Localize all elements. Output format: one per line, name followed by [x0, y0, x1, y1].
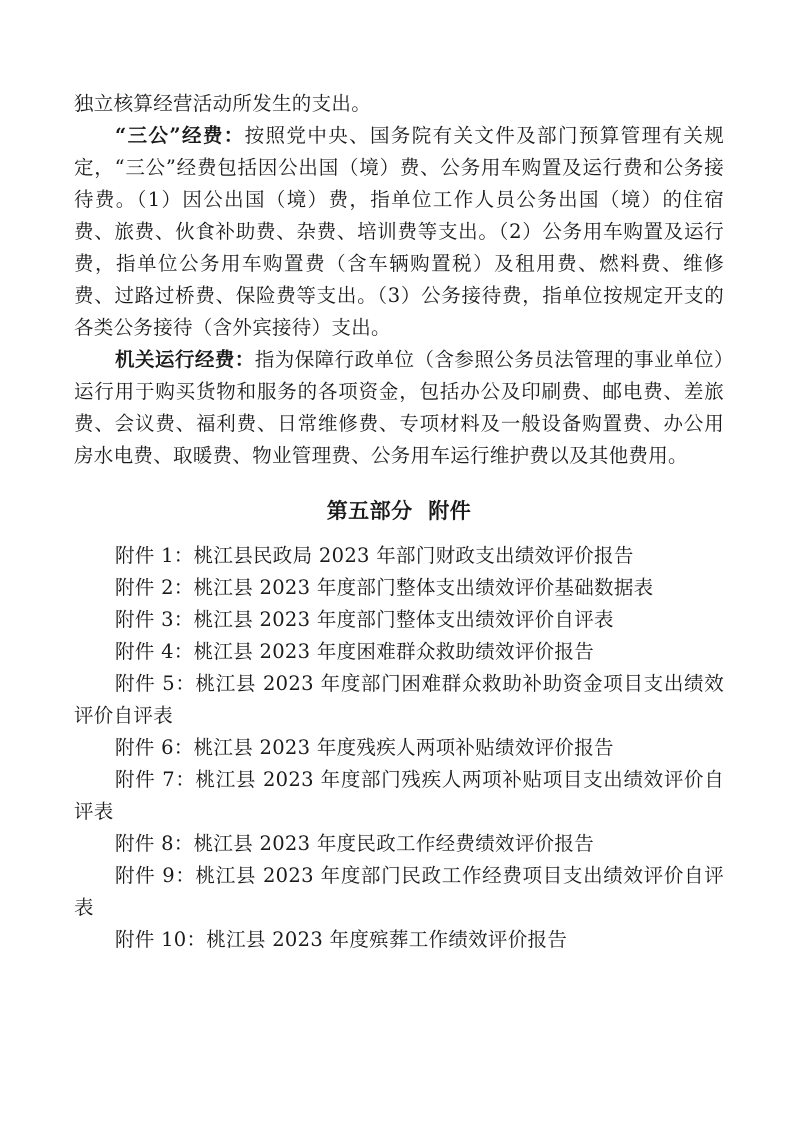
paragraph-sangong-fee	[74, 120, 724, 344]
term-separator: ：	[223, 124, 245, 147]
attachment-item-2: 附件 2：桃江县 2023 年度部门整体支出绩效评价基础数据表	[115, 576, 654, 599]
attachment-item-9: 附件 9：桃江县 2023 年度部门民政工作经费项目支出绩效评价自评表	[74, 864, 724, 919]
attachment-item-3: 附件 3：桃江县 2023 年度部门整体支出绩效评价自评表	[115, 608, 614, 631]
attachment-item-7: 附件 7：桃江县 2023 年度部门残疾人两项补贴项目支出绩效评价自评表	[74, 768, 724, 823]
attachment-item-10: 附件 10：桃江县 2023 年度殡葬工作绩效评价报告	[115, 928, 568, 951]
attachment-item-8: 附件 8：桃江县 2023 年度民政工作经费绩效评价报告	[115, 832, 595, 855]
term-operating-expenses: 机关运行经费	[115, 348, 235, 371]
attachment-list	[74, 540, 724, 956]
attachment-item-4: 附件 4：桃江县 2023 年度困难群众救助绩效评价报告	[115, 640, 595, 663]
section-heading: 第五部分 附件	[326, 498, 472, 523]
term-separator: ：	[234, 348, 255, 371]
definition-operating-expenses: 指为保障行政单位（含参照公务员法管理的事业单位）运行用于购买货物和服务的各项资金，包括办公及印刷费、邮电费、差旅费、会议费、福利费、日常维修费、专项材料及一般设备购置费、办公用房水电费、取暖费、物业管理费、公务用车运行维护费以及其他费用。	[74, 348, 724, 467]
term-sangong-fee: “三公”经费	[115, 124, 224, 147]
paragraph-continuation	[74, 88, 724, 120]
paragraph-operating-expenses	[74, 344, 724, 472]
paragraph-text: 独立核算经营活动所发生的支出。	[74, 92, 372, 115]
document-page	[74, 88, 724, 956]
attachment-item-1: 附件 1：桃江县民政局 2023 年部门财政支出绩效评价报告	[115, 544, 634, 567]
definition-sangong-fee: 按照党中央、国务院有关文件及部门预算管理有关规定，“三公”经费包括因公出国（境）费、公务用车购置及运行费和公务接待费。（1）因公出国（境）费，指单位工作人员公务出国（境）的住宿费、旅费、伙食补助费、杂费、培训费等支出。（2）公务用车购置及运行费，指单位公务用车购置费（含车辆购置税）及租用费、燃料费、维修费、过路过桥费、保险费等支出。（3）公务接待费，指单位按规定开支的各类公务接待（含外宾接待）支出。	[74, 124, 724, 339]
attachment-item-5: 附件 5：桃江县 2023 年度部门困难群众救助补助资金项目支出绩效评价自评表	[74, 672, 724, 727]
attachment-item-6: 附件 6：桃江县 2023 年度残疾人两项补贴绩效评价报告	[115, 736, 614, 759]
